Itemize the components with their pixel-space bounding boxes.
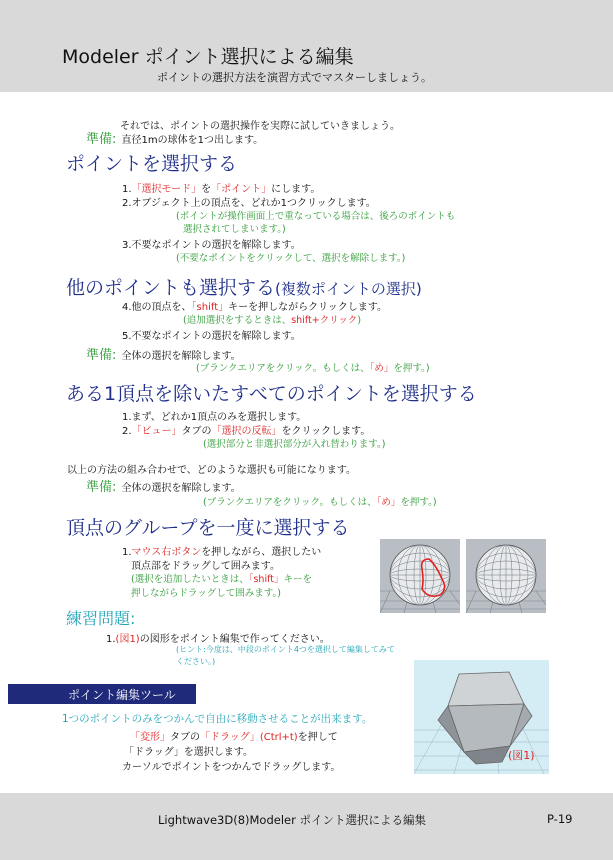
step-1-drag-select: 1.マウス右ボタンを押しながら、選択したい [122, 547, 322, 558]
section-title-invert: ある1頂点を除いたすべてのポイントを選択する [66, 383, 477, 405]
step-1-drag-select-b: 頂点部をドラッグして囲みます。 [131, 561, 280, 572]
page-title: Modeler ポイント選択による編集 [62, 46, 354, 68]
prep-2: 準備: 全体の選択を解除します。 [86, 348, 241, 363]
sphere-selected-figure [466, 539, 546, 613]
prep-1 [86, 128, 263, 147]
practice-item-1: 1.(図1)の図形をポイント編集で作ってください。 [106, 634, 330, 645]
note-overlap-b: 選択されてしまいます。) [183, 224, 286, 235]
page-number: P-19 [547, 812, 573, 826]
step-5-deselect: 5.不要なポイントの選択を解除します。 [122, 331, 301, 342]
practice-hint: (ヒント:今度は、中段のポイント4つを選択して編集してみてください。) [176, 645, 395, 666]
tool-header-label: ポイント編集ツール [68, 688, 176, 702]
page-subtitle: ポイントの選択方法を演習方式でマスターしましょう。 [157, 71, 432, 84]
step-2-invert: 2.「ビュー」タブの「選択の反転」をクリックします。 [122, 426, 371, 437]
combination-text: 以上の方法の組み合わせで、どのような選択も可能になります。 [67, 465, 356, 476]
prep-3-note: (ブランクエリアをクリック。もしくは、「め」を押す。) [203, 497, 437, 508]
intro-text: それでは、ポイントの選択操作を実際に試していきましょう。 [120, 121, 400, 132]
note-drag-shift-a: (選択を追加したいときは、「shift」キーを [131, 574, 312, 585]
prep-2-note: (ブランクエリアをクリック。もしくは、「め」を押す。) [196, 363, 430, 374]
note-drag-shift-b: 押しながらドラッグして囲みます。) [131, 588, 282, 599]
figure-1-label: (図1) [508, 749, 535, 762]
tool-line-4: カーソルでポイントをつかんでドラッグします。 [122, 762, 341, 773]
step-2-click-vertex: 2.オブジェクト上の頂点を、どれか1つクリックします。 [122, 198, 376, 209]
note-deselect: (不要なポイントをクリックして、選択を解除します。) [176, 253, 406, 264]
section-title-multi-select: 他のポイントも選択する(複数ポイントの選択) [66, 277, 422, 299]
prep-label: 準備: [86, 132, 117, 147]
tool-line-2: 「変形」タブの「ドラッグ」(Ctrl+t)を押して [130, 732, 338, 743]
step-1-select-one: 1.まず、どれか1頂点のみを選択します。 [122, 412, 307, 423]
prep-3: 準備: 全体の選択を解除します。 [86, 480, 241, 495]
footer-title: Lightwave3D(8)Modeler ポイント選択による編集 [158, 813, 426, 827]
note-overlap-a: (ポイントが操作画面上で重なっている場合は、後ろのポイントも [176, 211, 456, 222]
step-3-deselect: 3.不要なポイントの選択を解除します。 [122, 240, 301, 251]
note-shift-click: (追加選択をするときは、shift+クリック) [183, 315, 362, 326]
note-invert: (選択部分と非選択部分が入れ替わります。) [203, 439, 386, 450]
step-1-select-mode: 1.「選択モード」を「ポイント」にします。 [122, 184, 321, 195]
prep-text: 直径1mの球体を1つ出します。 [121, 135, 264, 146]
step-4-shift-click: 4.他の頂点を、「shift」キーを押しながらクリックします。 [122, 302, 387, 313]
tool-line-1: 1つのポイントのみをつかんで自由に移動させることが出来ます。 [62, 713, 373, 725]
section-title-select-point: ポイントを選択する [66, 153, 238, 175]
sphere-lasso-figure [380, 539, 460, 613]
tool-line-3: 「ドラッグ」を選択します。 [124, 747, 253, 758]
practice-title: 練習問題: [66, 609, 136, 628]
section-title-group-select: 頂点のグループを一度に選択する [66, 517, 350, 539]
